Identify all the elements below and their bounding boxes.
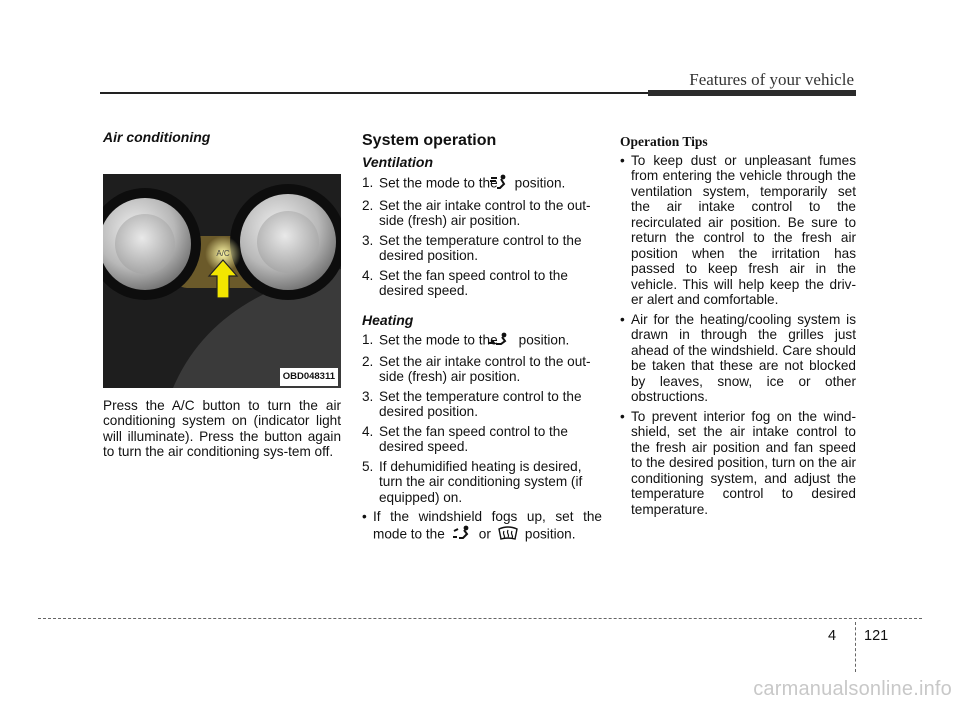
heating-step: 4. Set the fan speed control to the desired speed. <box>362 423 568 454</box>
chapter-number: 4 <box>828 628 837 644</box>
page-header-title: Features of your vehicle <box>689 70 854 89</box>
page-number: 121 <box>864 628 889 644</box>
heating-steps <box>362 332 602 505</box>
ventilation-heading: Ventilation <box>362 153 434 170</box>
heating-bullets <box>362 509 602 544</box>
windshield-fog-tip: • If the windshield fogs up, set the mode to the or position. <box>362 509 602 544</box>
heating-step: 2. Set the air intake control to the out-side (fresh) air position. <box>362 353 591 384</box>
heating-heading: Heating <box>362 311 414 328</box>
defrost-icon <box>497 525 519 545</box>
operation-tips-list <box>620 153 856 518</box>
footer-divider <box>855 622 856 672</box>
ventilation-step: 3. Set the temperature control to the desired position. <box>362 232 582 263</box>
operation-tip: • To prevent interior fog on the wind-shield, set the air intake control to the fresh air position and fan speed to the desired position, turn on the air conditioning system, and adjust the temperature control to desired temperature. <box>620 409 856 518</box>
heating-step: 3. Set the temperature control to the desired position. <box>362 388 582 419</box>
ventilation-step: 4. Set the fan speed control to the desired speed. <box>362 267 568 298</box>
watermark: carmanualsonline.info <box>753 678 952 700</box>
floor-vent-icon <box>504 332 513 350</box>
heating-step: 1. Set the mode to the position. <box>362 332 602 350</box>
figure-code: OBD048311 <box>280 368 338 386</box>
ac-panel-figure <box>103 174 341 388</box>
heating-step: 5. If dehumidified heating is desired, turn the air conditioning system (if equipped) on. <box>362 458 583 505</box>
column-system-operation <box>362 130 602 548</box>
air-conditioning-heading: Air conditioning <box>103 129 211 145</box>
header-tab-bar <box>648 90 856 96</box>
footer-rule <box>38 618 922 619</box>
ac-button-label: A/C <box>216 248 230 258</box>
system-operation-title: System operation <box>362 132 497 149</box>
operation-tip: • Air for the heating/cooling system is drawn in through the grilles just ahead of the windshield. Care should be taken that these are not blocked by leaves, snow, ice or other obstructions. <box>620 312 856 405</box>
column-operation-tips <box>620 130 856 521</box>
ac-panel-illustration <box>103 174 341 388</box>
face-vent-icon <box>504 174 509 194</box>
ventilation-step: 2. Set the air intake control to the out-side (fresh) air position. <box>362 197 591 228</box>
ventilation-step: 1. Set the mode to the position. <box>362 174 602 194</box>
ventilation-steps <box>362 174 602 299</box>
air-conditioning-body: Press the A/C button to turn the air conditioning system on (indicator light will illuminate). Press the button again to turn the air conditioning sys-tem off. <box>103 397 341 459</box>
operation-tips-title: Operation Tips <box>620 134 708 149</box>
operation-tip: • To keep dust or unpleasant fumes from entering the vehicle through the ventilation system, temporarily set the air intake control to the recirculated air position. Be sure to return the control to the fresh air position when the irritation has passed to keep fresh air in the vehicle. This will help keep the driv-er alert and comfortable. <box>620 153 856 308</box>
column-air-conditioning <box>103 130 341 460</box>
floor-defrost-icon <box>451 525 473 545</box>
